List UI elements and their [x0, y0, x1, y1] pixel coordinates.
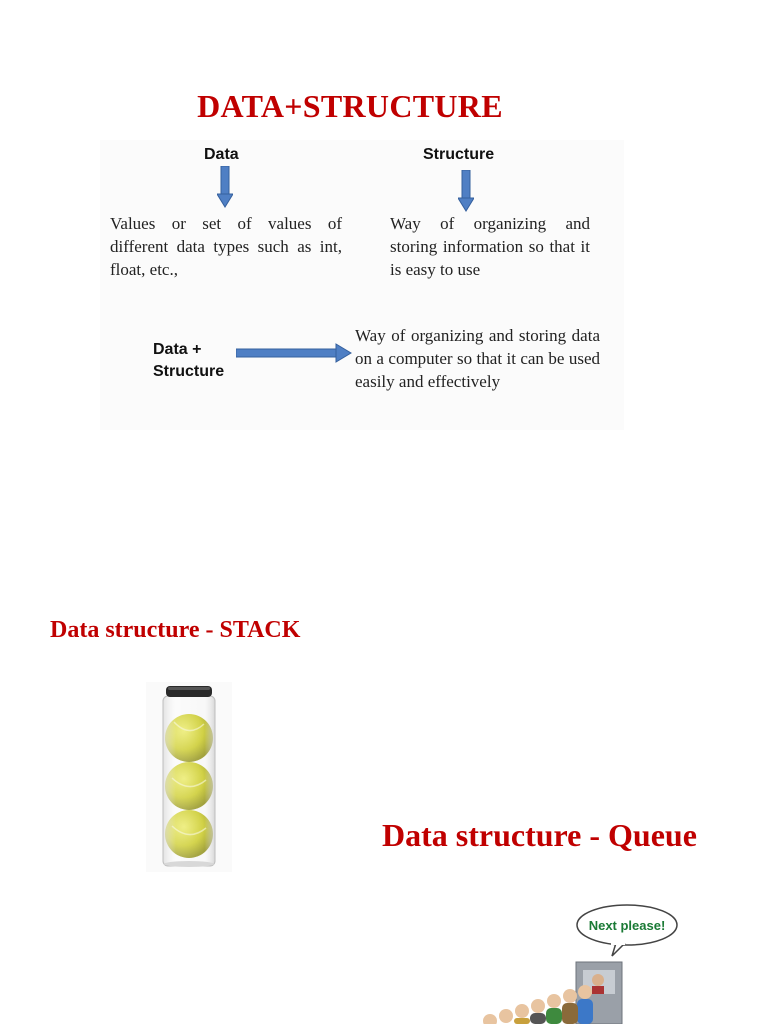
- arrow-right-icon: [236, 343, 352, 363]
- data-structure-description: Way of organizing and storing data on a computer so that it can be used easily and effectively: [355, 326, 600, 391]
- data-label: Data: [204, 146, 239, 163]
- slide-title: DATA+STRUCTURE: [197, 88, 503, 124]
- tennis-ball-tube-image: [146, 682, 232, 872]
- data-structure-label-line1: Data +: [153, 341, 202, 358]
- structure-description: Way of organizing and storing information so that it is easy to use: [390, 214, 590, 279]
- structure-label: Structure: [423, 146, 495, 163]
- arrow-down-icon: [458, 170, 474, 212]
- stack-title: Data structure - STACK: [50, 617, 301, 643]
- data-description: Values or set of values of different data types such as int, float, etc.,: [110, 214, 342, 279]
- speech-bubble-text: Next please!: [588, 918, 666, 933]
- queue-people-image: [398, 900, 748, 1024]
- queue-person: [514, 1004, 530, 1024]
- queue-person: [577, 985, 593, 1024]
- queue-title: Data structure - Queue: [382, 817, 697, 853]
- data-structure-label-line2: Structure: [153, 363, 225, 380]
- queue-person: [546, 994, 562, 1024]
- arrow-down-icon: [217, 166, 233, 208]
- queue-person: [499, 1009, 513, 1023]
- queue-person: [562, 989, 578, 1024]
